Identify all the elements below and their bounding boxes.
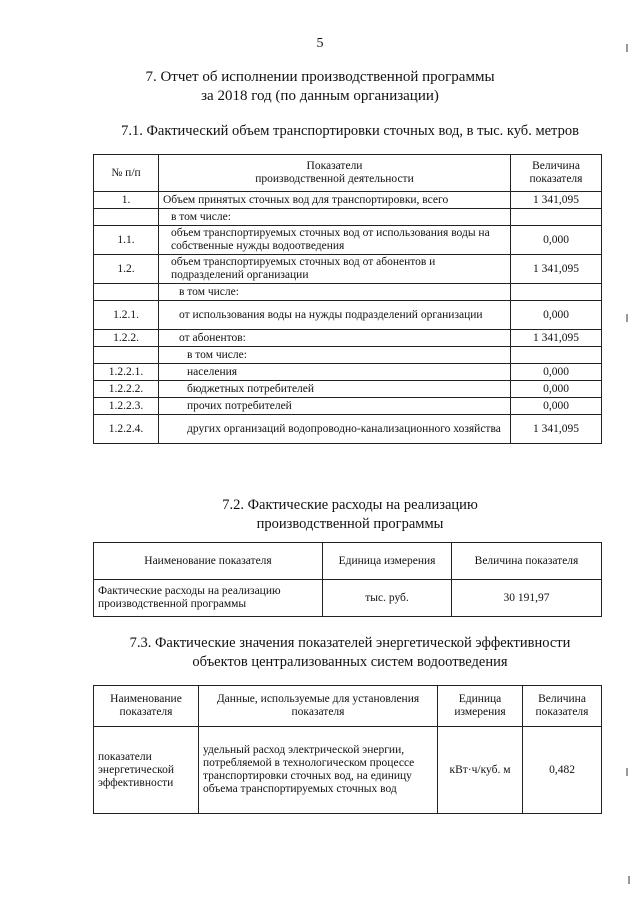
row-text: в том числе: [159, 284, 511, 301]
section3-heading-line1: 7.3. Фактические значения показателей энергетической эффективности [129, 635, 571, 651]
row-name: показатели энергетической эффективности [94, 727, 199, 814]
row-num [94, 347, 159, 364]
row-value: 0,000 [511, 364, 602, 381]
header-name: Наименование показателя [94, 543, 323, 580]
header-indicator-line1: Показатели [306, 160, 363, 172]
row-data: удельный расход электрической энергии, потребляемой в технологическом процессе транспортировки сточных вод, на единицу объема транспортируемых сточных вод [199, 727, 438, 814]
scan-mark [626, 768, 628, 776]
table-header-row [94, 686, 602, 727]
row-value: 0,482 [523, 727, 602, 814]
table-row [94, 347, 602, 364]
table-row [94, 255, 602, 284]
header-value [511, 155, 602, 192]
table-row [94, 415, 602, 444]
table-row [94, 398, 602, 415]
row-num: 1. [94, 192, 159, 209]
row-num [94, 284, 159, 301]
row-value: 0,000 [511, 226, 602, 255]
row-value: 1 341,095 [511, 255, 602, 284]
row-value: 30 191,97 [452, 580, 602, 617]
table-row [94, 364, 602, 381]
header-indicator [159, 155, 511, 192]
row-num: 1.2.2.1. [94, 364, 159, 381]
row-text: объем транспортируемых сточных вод от использования воды на собственные нужды водоотведения [159, 226, 511, 255]
row-num: 1.2.1. [94, 301, 159, 330]
row-text: населения [159, 364, 511, 381]
row-unit: тыс. руб. [323, 580, 452, 617]
section2-heading-line1: 7.2. Фактические расходы на реализацию [222, 497, 478, 513]
table-row [94, 330, 602, 347]
table-row [94, 209, 602, 226]
table-row [94, 192, 602, 209]
header-name: Наименование показателя [94, 686, 199, 727]
report-title [0, 68, 640, 106]
page-number: 5 [316, 36, 324, 51]
row-num [94, 209, 159, 226]
table-header-row [94, 155, 602, 192]
header-data: Данные, используемые для установления показателя [199, 686, 438, 727]
header-indicator-line2: производственной деятельности [255, 173, 414, 185]
row-value: 1 341,095 [511, 330, 602, 347]
row-name: Фактические расходы на реализацию производственной программы [94, 580, 323, 617]
header-unit: Единица измерения [438, 686, 523, 727]
table-row [94, 727, 602, 814]
table-row [94, 381, 602, 398]
row-text: от использования воды на нужды подразделений организации [159, 301, 511, 330]
report-title-line1: 7. Отчет об исполнении производственной программы [145, 69, 495, 85]
row-value: 0,000 [511, 301, 602, 330]
table-row [94, 580, 602, 617]
table-row [94, 226, 602, 255]
row-num: 1.1. [94, 226, 159, 255]
row-num: 1.2.2. [94, 330, 159, 347]
row-text: других организаций водопроводно-канализационного хозяйства [159, 415, 511, 444]
row-value [511, 284, 602, 301]
row-value: 0,000 [511, 381, 602, 398]
row-unit: кВт·ч/куб. м [438, 727, 523, 814]
header-num: № п/п [94, 155, 159, 192]
header-unit: Единица измерения [323, 543, 452, 580]
section2-heading-line2: производственной программы [256, 516, 444, 532]
header-value-line1: Величина [532, 160, 580, 172]
row-text: объем транспортируемых сточных вод от абонентов и подразделений организации [159, 255, 511, 284]
row-num: 1.2.2.3. [94, 398, 159, 415]
row-text: прочих потребителей [159, 398, 511, 415]
scan-mark [628, 876, 630, 884]
row-text: в том числе: [159, 347, 511, 364]
row-text: бюджетных потребителей [159, 381, 511, 398]
row-text: в том числе: [159, 209, 511, 226]
section3-heading-line2: объектов централизованных систем водоотведения [192, 654, 508, 670]
section1-heading: 7.1. Фактический объем транспортировки сточных вод, в тыс. куб. метров [121, 123, 579, 139]
row-text: от абонентов: [159, 330, 511, 347]
row-value: 1 341,095 [511, 415, 602, 444]
header-value-line2: показателя [529, 173, 583, 185]
row-num: 1.2. [94, 255, 159, 284]
scan-mark [626, 314, 628, 322]
section2-heading [0, 496, 640, 534]
table-header-row [94, 543, 602, 580]
transport-volume-table [93, 154, 602, 444]
table-row [94, 284, 602, 301]
row-text: Объем принятых сточных вод для транспортировки, всего [159, 192, 511, 209]
table-row [94, 301, 602, 330]
row-num: 1.2.2.2. [94, 381, 159, 398]
header-value: Величина показателя [452, 543, 602, 580]
row-value [511, 347, 602, 364]
row-value [511, 209, 602, 226]
row-value: 0,000 [511, 398, 602, 415]
row-value: 1 341,095 [511, 192, 602, 209]
report-title-line2: за 2018 год (по данным организации) [201, 88, 439, 104]
section3-heading [0, 634, 640, 672]
row-num: 1.2.2.4. [94, 415, 159, 444]
expenses-table [93, 542, 602, 617]
energy-efficiency-table [93, 685, 602, 814]
header-value: Величина показателя [523, 686, 602, 727]
scan-mark [626, 44, 628, 52]
